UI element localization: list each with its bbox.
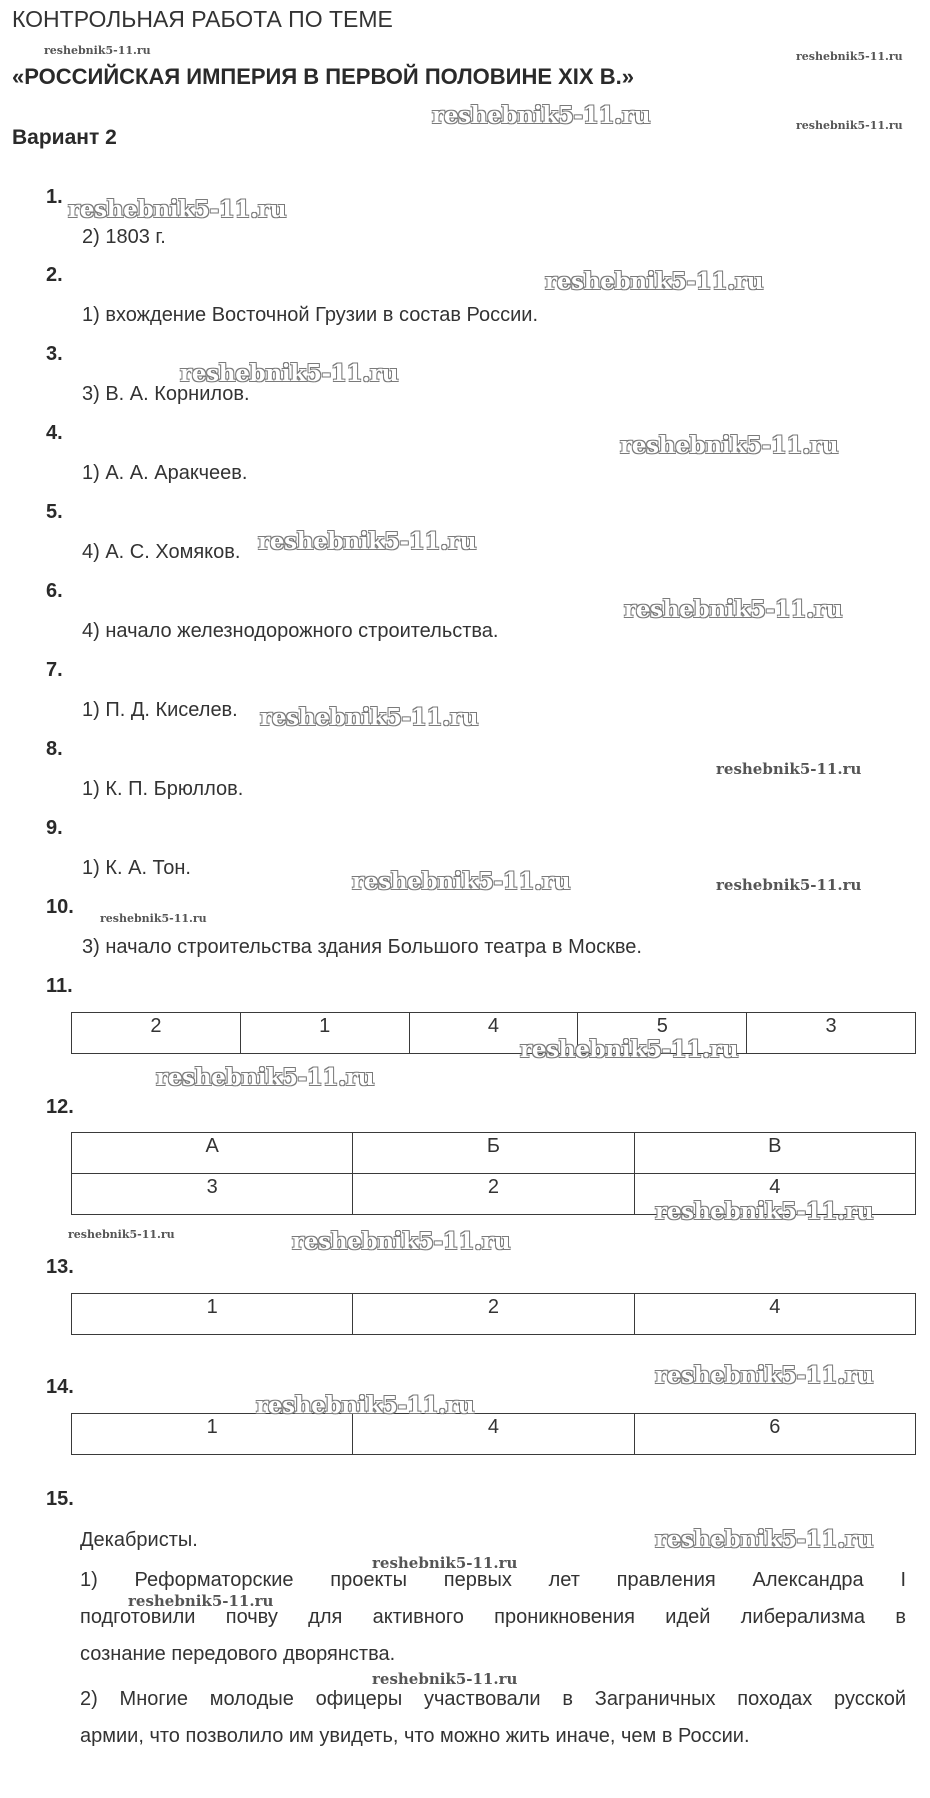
question-number-4: 4. bbox=[46, 422, 63, 444]
watermark: reshebnik5-11.ru bbox=[796, 50, 903, 63]
table-header-cell: В bbox=[634, 1133, 915, 1174]
answer-6: 4) начало железнодорожного строительства. bbox=[82, 620, 499, 642]
variant-label: Вариант 2 bbox=[12, 126, 117, 149]
watermark: reshebnik5-11.ru bbox=[432, 102, 651, 129]
question-number-5: 5. bbox=[46, 501, 63, 523]
question-number-2: 2. bbox=[46, 264, 63, 286]
watermark: reshebnik5-11.ru bbox=[520, 1036, 739, 1063]
watermark: reshebnik5-11.ru bbox=[156, 1064, 375, 1091]
watermark: reshebnik5-11.ru bbox=[352, 868, 571, 895]
table-cell: 2 bbox=[353, 1174, 634, 1215]
watermark: reshebnik5-11.ru bbox=[258, 528, 477, 555]
question-number-13: 13. bbox=[46, 1256, 74, 1278]
answer-2: 1) вхождение Восточной Грузии в состав России. bbox=[82, 304, 539, 326]
paragraph-line: сознание передового дворянства. bbox=[80, 1643, 396, 1665]
watermark: reshebnik5-11.ru bbox=[716, 876, 862, 894]
work-title: КОНТРОЛЬНАЯ РАБОТА ПО ТЕМЕ bbox=[12, 6, 393, 32]
answer-15-paragraph-2 bbox=[80, 1681, 906, 1755]
paragraph-line: 1) Реформаторские проекты первых лет правления Александра I bbox=[80, 1569, 906, 1591]
answer-1: 2) 1803 г. bbox=[82, 226, 166, 248]
question-number-7: 7. bbox=[46, 659, 63, 681]
watermark: reshebnik5-11.ru bbox=[128, 1592, 274, 1610]
answer-table-13 bbox=[71, 1293, 916, 1335]
table-cell: 1 bbox=[72, 1294, 353, 1335]
question-number-14: 14. bbox=[46, 1376, 74, 1398]
watermark: reshebnik5-11.ru bbox=[256, 1392, 475, 1419]
watermark: reshebnik5-11.ru bbox=[624, 596, 843, 623]
paragraph-line: армии, что позволило им увидеть, что можно жить иначе, чем в России. bbox=[80, 1725, 750, 1747]
table-header-row bbox=[72, 1133, 916, 1174]
question-number-15: 15. bbox=[46, 1488, 74, 1510]
table-row bbox=[72, 1294, 916, 1335]
answer-table-14 bbox=[71, 1413, 916, 1455]
paragraph-line: подготовили почву для активного проникновения идей либерализма в bbox=[80, 1606, 906, 1628]
answer-3: 3) В. А. Корнилов. bbox=[82, 383, 250, 405]
table-cell: 6 bbox=[634, 1414, 915, 1455]
answer-8: 1) К. П. Брюллов. bbox=[82, 778, 244, 800]
table-cell: 2 bbox=[353, 1294, 634, 1335]
answer-10: 3) начало строительства здания Большого театра в Москве. bbox=[82, 936, 642, 958]
answer-15-paragraph-1 bbox=[80, 1562, 906, 1673]
watermark: reshebnik5-11.ru bbox=[796, 119, 903, 132]
answer-15-topic: Декабристы. bbox=[80, 1529, 198, 1551]
table-header-cell: А bbox=[72, 1133, 353, 1174]
paragraph-line: 2) Многие молодые офицеры участвовали в Заграничных походах русской bbox=[80, 1688, 906, 1710]
answer-7: 1) П. Д. Киселев. bbox=[82, 699, 238, 721]
watermark: reshebnik5-11.ru bbox=[44, 44, 151, 57]
question-number-11: 11. bbox=[46, 975, 73, 997]
watermark: reshebnik5-11.ru bbox=[655, 1526, 874, 1553]
watermark: reshebnik5-11.ru bbox=[100, 912, 207, 925]
watermark: reshebnik5-11.ru bbox=[292, 1228, 511, 1255]
table-cell: 3 bbox=[747, 1013, 916, 1054]
table-cell: 4 bbox=[634, 1294, 915, 1335]
table-row bbox=[72, 1013, 916, 1054]
watermark: reshebnik5-11.ru bbox=[372, 1554, 518, 1572]
watermark: reshebnik5-11.ru bbox=[372, 1670, 518, 1688]
question-number-8: 8. bbox=[46, 738, 63, 760]
work-topic: «РОССИЙСКАЯ ИМПЕРИЯ В ПЕРВОЙ ПОЛОВИНЕ XIX В.» bbox=[12, 64, 634, 89]
table-cell: 4 bbox=[409, 1013, 578, 1054]
table-cell: 4 bbox=[353, 1414, 634, 1455]
question-number-3: 3. bbox=[46, 343, 63, 365]
watermark: reshebnik5-11.ru bbox=[545, 268, 764, 295]
watermark: reshebnik5-11.ru bbox=[68, 196, 287, 223]
watermark: reshebnik5-11.ru bbox=[655, 1198, 874, 1225]
watermark: reshebnik5-11.ru bbox=[655, 1362, 874, 1389]
watermark: reshebnik5-11.ru bbox=[180, 360, 399, 387]
table-row bbox=[72, 1414, 916, 1455]
answer-5: 4) А. С. Хомяков. bbox=[82, 541, 241, 563]
answer-9: 1) К. А. Тон. bbox=[82, 857, 191, 879]
question-number-6: 6. bbox=[46, 580, 63, 602]
table-cell: 1 bbox=[72, 1414, 353, 1455]
watermark: reshebnik5-11.ru bbox=[716, 760, 862, 778]
table-cell: 2 bbox=[72, 1013, 241, 1054]
table-cell: 5 bbox=[578, 1013, 747, 1054]
table-cell: 4 bbox=[634, 1174, 915, 1215]
question-number-9: 9. bbox=[46, 817, 63, 839]
table-cell: 3 bbox=[72, 1174, 353, 1215]
answer-4: 1) А. А. Аракчеев. bbox=[82, 462, 248, 484]
question-number-12: 12. bbox=[46, 1096, 74, 1118]
watermark: reshebnik5-11.ru bbox=[620, 432, 839, 459]
question-number-1: 1. bbox=[46, 186, 63, 208]
answer-table-11 bbox=[71, 1012, 916, 1054]
table-header-cell: Б bbox=[353, 1133, 634, 1174]
watermark: reshebnik5-11.ru bbox=[68, 1228, 175, 1241]
table-cell: 1 bbox=[240, 1013, 409, 1054]
watermark: reshebnik5-11.ru bbox=[260, 704, 479, 731]
question-number-10: 10. bbox=[46, 896, 74, 918]
